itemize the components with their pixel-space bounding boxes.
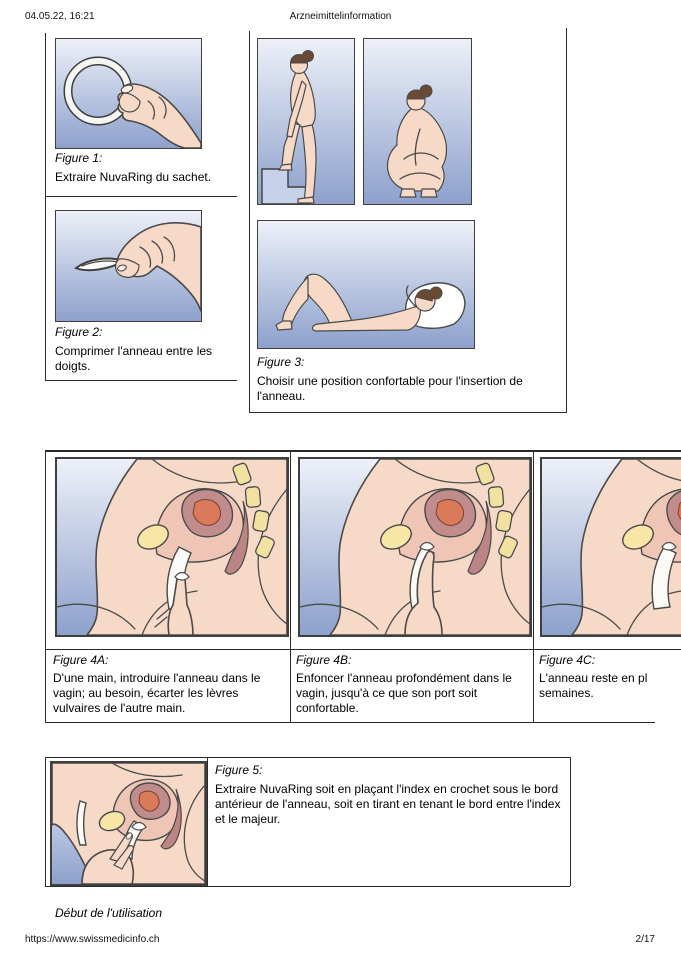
section-heading: Début de l'utilisation — [55, 906, 163, 920]
figure-4b-image — [298, 457, 532, 637]
figure-1-illustration — [56, 39, 201, 148]
table-border — [45, 649, 681, 650]
figure-5-caption: Extraire NuvaRing soit en plaçant l'index en crochet sous le bord antérieur de l'anneau, soit en tirant en tenant le bord entre l'index et le majeur. — [215, 782, 561, 826]
figure-5-image — [50, 761, 207, 886]
figure-5-illustration — [52, 763, 205, 884]
figure-3-standing-illustration — [258, 39, 354, 204]
figure-4a-caption: D'une main, introduire l'anneau dans le vagin; au besoin, écarter les lèvres vulvaires de l'autre main. — [53, 671, 261, 715]
table-border — [249, 31, 250, 412]
figure-4c-caption-line2: semaines. — [539, 686, 594, 700]
table-border — [45, 450, 681, 452]
footer-page-number: 2/17 — [635, 934, 655, 945]
figure-4a-label: Figure 4A: — [53, 653, 109, 667]
figure-5-label: Figure 5: — [215, 763, 263, 777]
table-border — [207, 757, 208, 886]
figure-3-caption: Choisir une position confortable pour l'insertion de l'anneau. — [257, 374, 523, 403]
figure-4b-caption: Enfoncer l'anneau profondément dans le vagin, jusqu'à ce que son port soit confortable. — [296, 671, 512, 715]
table-border — [45, 450, 46, 722]
figure-2-image — [55, 210, 202, 322]
figure-1-image — [55, 38, 202, 149]
table-border — [45, 196, 237, 197]
table-border — [570, 757, 571, 886]
header-datetime: 04.05.22, 16:21 — [25, 11, 95, 22]
figure-3-lying-illustration — [258, 221, 474, 348]
header-title: Arzneimittelinformation — [289, 11, 392, 22]
figure-4c-image — [540, 457, 681, 637]
figure-3-image-squatting — [363, 38, 472, 205]
figure-3-image-lying — [257, 220, 475, 349]
figure-4b-illustration — [300, 459, 530, 635]
figure-4a-illustration — [57, 459, 287, 635]
table-border — [249, 412, 567, 413]
figure-2-caption: Comprimer l'anneau entre les doigts. — [55, 344, 213, 373]
table-border — [45, 33, 46, 380]
table-border — [45, 886, 570, 887]
figure-4b-label: Figure 4B: — [296, 653, 352, 667]
table-border — [45, 757, 46, 886]
figure-4a-image — [55, 457, 289, 637]
table-border — [45, 757, 570, 758]
figure-3-label: Figure 3: — [257, 355, 305, 369]
table-border — [290, 450, 291, 722]
figure-3-squatting-illustration — [364, 39, 471, 204]
table-border — [45, 380, 237, 381]
figure-1-label: Figure 1: — [55, 151, 103, 165]
table-border — [533, 450, 534, 722]
figure-4c-label: Figure 4C: — [539, 653, 596, 667]
figure-1-caption: Extraire NuvaRing du sachet. — [55, 170, 212, 184]
footer-url: https://www.swissmedicinfo.ch — [25, 934, 160, 945]
figure-2-illustration — [56, 211, 201, 321]
table-border — [566, 28, 567, 412]
figure-4c-illustration — [542, 459, 681, 635]
figure-3-image-standing — [257, 38, 355, 205]
table-border — [45, 722, 655, 723]
figure-4c-caption-line1: L'anneau reste en pl — [539, 671, 648, 685]
figure-2-label: Figure 2: — [55, 325, 103, 339]
